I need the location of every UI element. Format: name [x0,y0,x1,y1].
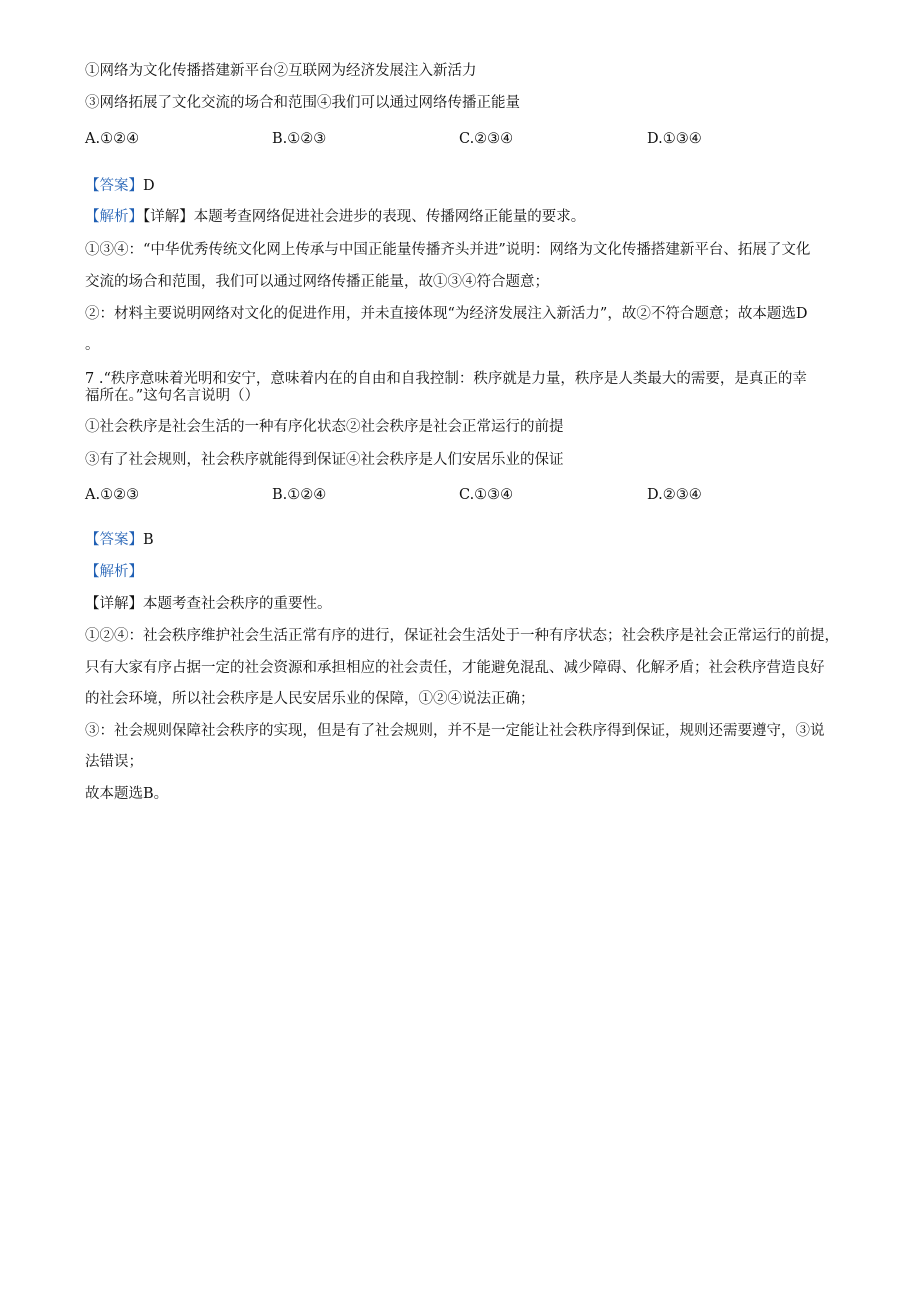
q7-analysis-line: 故本题选B。 [85,786,169,802]
q6-statements-3-4: ③网络拓展了文化交流的场合和范围④我们可以通过网络传播正能量 [85,95,520,111]
q6-analysis [85,208,845,226]
q6-analysis-line: ②：材料主要说明网络对文化的促进作用，并未直接体现“为经济发展注入新活力”，故②不符合题意；故本题选D [85,306,808,322]
q7-analysis-line: 法错误； [85,754,143,770]
q7-option-a: A.①②③ [85,487,140,503]
q7-analysis-line: 的社会环境，所以社会秩序是人民安居乐业的保障，①②④说法正确； [85,691,535,707]
q6-option-c: C.②③④ [459,131,514,147]
q7-analysis-line: ③：社会规则保障社会秩序的实现，但是有了社会规则，并不是一定能让社会秩序得到保证，规则还需要遵守，③说 [85,723,825,739]
q7-statements-3-4: ③有了社会规则，社会秩序就能得到保证④社会秩序是人们安居乐业的保证 [85,452,564,468]
q7-analysis-line: ①②④：社会秩序维护社会生活正常有序的进行，保证社会生活处于一种有序状态；社会秩序是社会正常运行的前提， [85,628,839,644]
q7-stem-line2: 福所在。”这句名言说明（） [85,388,260,404]
analysis-tag: 【解析】 [85,564,143,580]
q6-option-b: B.①②③ [272,131,327,147]
q7-analysis-tag [85,563,845,581]
q6-options [85,130,845,148]
q7-analysis-line: 【详解】本题考查社会秩序的重要性。 [85,596,332,612]
q6-option-d: D.①③④ [647,131,702,147]
answer-value: B [143,532,154,548]
answer-value: D [143,178,155,194]
analysis-intro: 【详解】本题考查网络促进社会进步的表现、传播网络正能量的要求。 [143,209,586,225]
q7-statements-1-2: ①社会秩序是社会生活的一种有序化状态②社会秩序是社会正常运行的前提 [85,419,564,435]
answer-tag: 【答案】 [85,178,143,194]
q7-stem-line1: 7 .“秩序意味着光明和安宁，意味着内在的自由和自我控制：秩序就是力量，秩序是人类最大的需要，是真正的幸 [85,371,807,387]
q7-options [85,486,845,504]
answer-tag: 【答案】 [85,532,143,548]
q6-analysis-line: 。 [85,337,100,353]
q7-option-c: C.①③④ [459,487,514,503]
q6-answer [85,177,845,195]
analysis-tag: 【解析】 [85,209,143,225]
q6-option-a: A.①②④ [85,131,140,147]
q7-option-d: D.②③④ [647,487,702,503]
q7-option-b: B.①②④ [272,487,327,503]
q7-answer [85,531,845,549]
q7-analysis-line: 只有大家有序占据一定的社会资源和承担相应的社会责任，才能避免混乱、减少障碍、化解矛盾；社会秩序营造良好 [85,660,825,676]
q6-analysis-line: 交流的场合和范围，我们可以通过网络传播正能量，故①③④符合题意； [85,274,549,290]
q6-statements-1-2: ①网络为文化传播搭建新平台②互联网为经济发展注入新活力 [85,63,477,79]
q6-analysis-line: ①③④：“中华优秀传统文化网上传承与中国正能量传播齐头并进”说明：网络为文化传播搭建新平台、拓展了文化 [85,242,811,258]
